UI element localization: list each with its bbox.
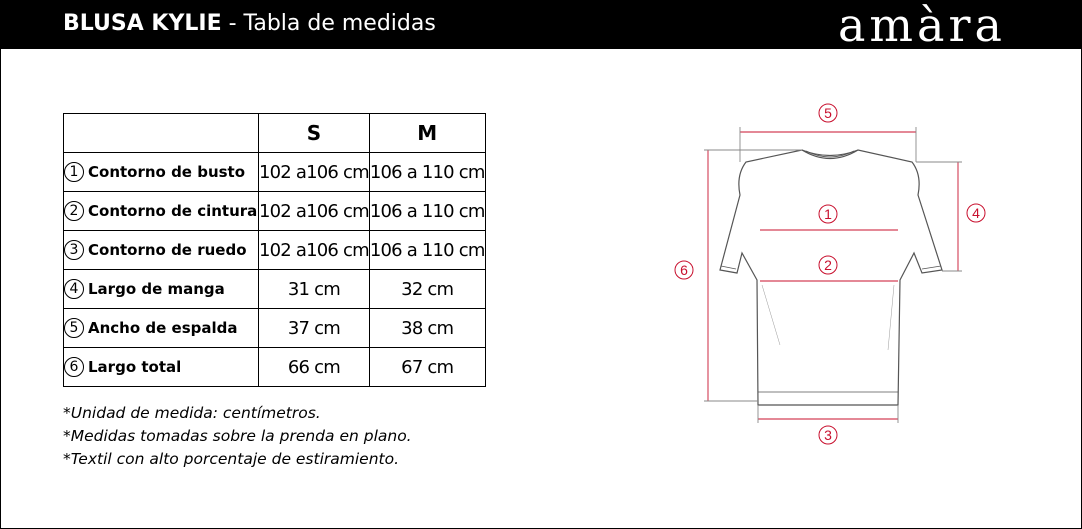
size-s-value: 102 a106 cm <box>259 231 370 270</box>
measure-name: Contorno de ruedo <box>88 241 247 259</box>
svg-text:2: 2 <box>824 257 832 273</box>
table-row <box>64 153 486 192</box>
size-s-value: 31 cm <box>259 270 370 309</box>
row-label <box>64 153 259 192</box>
notes <box>63 402 412 471</box>
table-row <box>64 270 486 309</box>
brand-logo: amàra <box>838 0 1006 52</box>
size-s-header: S <box>259 114 370 153</box>
page-title <box>63 11 436 36</box>
product-name: BLUSA KYLIE <box>63 11 222 36</box>
size-m-value: 106 a 110 cm <box>369 231 485 270</box>
size-m-value: 38 cm <box>369 309 485 348</box>
number-badge: 4 <box>64 279 84 299</box>
size-m-header: M <box>369 114 485 153</box>
note-line: *Medidas tomadas sobre la prenda en plano. <box>63 427 412 445</box>
measure-name: Largo de manga <box>88 280 225 298</box>
row-label <box>64 348 259 387</box>
row-label <box>64 231 259 270</box>
row-label <box>64 270 259 309</box>
header-bar <box>0 0 1082 52</box>
table-row <box>64 309 486 348</box>
size-m-value: 106 a 110 cm <box>369 192 485 231</box>
marker-3 <box>819 426 837 444</box>
marker-2 <box>819 256 837 274</box>
size-m-value: 106 a 110 cm <box>369 153 485 192</box>
number-badge: 2 <box>64 201 84 221</box>
marker-5 <box>819 104 837 122</box>
size-s-value: 102 a106 cm <box>259 153 370 192</box>
measure-name: Contorno de busto <box>88 163 246 181</box>
svg-text:5: 5 <box>824 105 832 121</box>
size-m-value: 67 cm <box>369 348 485 387</box>
size-m-value: 32 cm <box>369 270 485 309</box>
title-subtitle: - Tabla de medidas <box>221 11 436 36</box>
table-row <box>64 348 486 387</box>
table-header-row <box>64 114 486 153</box>
size-s-value: 37 cm <box>259 309 370 348</box>
corner-cell <box>64 114 259 153</box>
svg-text:3: 3 <box>824 427 832 443</box>
measure-name: Largo total <box>88 358 182 376</box>
marker-6 <box>675 261 693 279</box>
note-line: *Unidad de medida: centímetros. <box>63 404 321 422</box>
garment-diagram <box>660 95 1000 455</box>
row-label <box>64 309 259 348</box>
row-label <box>64 192 259 231</box>
size-table <box>63 113 486 387</box>
table-row <box>64 192 486 231</box>
note-line: *Textil con alto porcentaje de estiramiento. <box>63 450 400 468</box>
size-s-value: 102 a106 cm <box>259 192 370 231</box>
svg-text:6: 6 <box>680 262 688 278</box>
marker-1 <box>819 205 837 223</box>
tshirt-outline <box>720 150 942 405</box>
svg-text:4: 4 <box>972 205 980 221</box>
svg-text:1: 1 <box>824 206 832 222</box>
table-row <box>64 231 486 270</box>
marker-4 <box>967 204 985 222</box>
number-badge: 1 <box>64 162 84 182</box>
measure-name: Contorno de cintura <box>88 202 258 220</box>
number-badge: 6 <box>64 357 84 377</box>
number-badge: 5 <box>64 318 84 338</box>
size-s-value: 66 cm <box>259 348 370 387</box>
number-badge: 3 <box>64 240 84 260</box>
measure-name: Ancho de espalda <box>88 319 238 337</box>
